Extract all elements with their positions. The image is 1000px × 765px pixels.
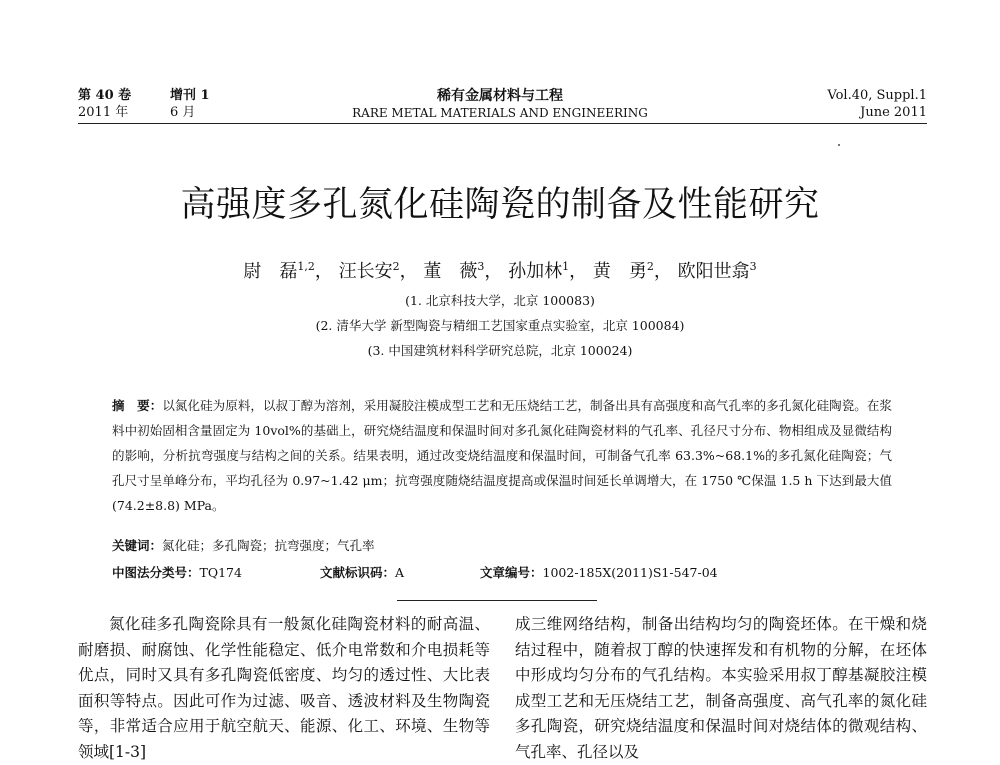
header-rule [78, 123, 927, 124]
author: 尉 磊$^{1,2}$， [243, 260, 333, 282]
month-label: 6 月 [170, 105, 196, 120]
paper-title: 高强度多孔氮化硅陶瓷的制备及性能研究 [180, 185, 820, 225]
keywords-text: 氮化硅；多孔陶瓷；抗弯强度；气孔率 [162, 538, 375, 553]
author-list [0, 255, 1000, 284]
body-column-left [78, 612, 490, 765]
volume-label: 第 40 卷 [78, 88, 132, 103]
keywords [112, 536, 375, 554]
body-paragraph: 成三维网络结构，制备出结构均匀的陶瓷坯体。在干燥和烧结过程中，随着叔丁醇的快速挥发和有机物的分解，在坯体中形成均匀分布的气孔结构。本实验采用叔丁醇基凝胶注模成型工艺和无压烧结工艺，制备高强度、高气孔率的氮化硅多孔陶瓷，研究烧结温度和保温时间对烧结体的微观结构、气孔率、孔径以及 [515, 615, 927, 761]
author: 黄 勇$^2$， [592, 260, 672, 282]
author: 欧阳世翕$^3$ [677, 260, 757, 282]
author: 董 薇$^3$， [423, 260, 503, 282]
abstract [112, 393, 892, 518]
document-code: 文献标识码：A [320, 565, 405, 580]
author: 孙加林$^1$， [508, 260, 588, 282]
year-label: 2011 年 [78, 105, 129, 120]
abstract-label: 摘 要： [112, 398, 163, 413]
abstract-text: 以氮化硅为原料，以叔丁醇为溶剂，采用凝胶注模成型工艺和无压烧结工艺，制备出具有高强度和高气孔率的多孔氮化硅陶瓷。在浆料中初始固相含量固定为 10vol%的基础上，研究烧结温度和保温时间对多孔氮化硅陶瓷材料的气孔率、孔径尺寸分布、物相组成及显微结构的影响，分析抗弯强度与结构之间的关系。结果表明，通过改变烧结温度和保温时间，可制备气孔率 63.3%~68.1%的多孔氮化硅陶瓷；气孔尺寸呈单峰分布，平均孔径为 0.97~1.42 μm；抗弯强度随烧结温度提高或保温时间延长单调增大，在 1750 ℃保温 1.5 h 下达到最大值(74.2±8.8) MPa。 [112, 398, 892, 513]
date-en: June 2011 [860, 105, 927, 120]
scan-speck [838, 144, 840, 146]
affiliation-2: (2. 清华大学 新型陶瓷与精细工艺国家重点实验室，北京 100084) [315, 318, 685, 333]
affiliation-3: (3. 中国建筑材料科学研究总院，北京 100024) [367, 343, 633, 358]
affiliation-1: (1. 北京科技大学，北京 100083) [405, 293, 595, 308]
clc-number: 中图法分类号：TQ174 [112, 565, 242, 580]
keywords-label: 关键词： [112, 538, 163, 553]
body-paragraph: 氮化硅多孔陶瓷除具有一般氮化硅陶瓷材料的耐高温、耐磨损、耐腐蚀、化学性能稳定、低介电常数和介电损耗等优点，同时又具有多孔陶瓷低密度、均匀的透过性、大比表面积等特点。因此可作为过滤、吸音、透波材料及生物陶瓷等，非常适合应用于航空航天、能源、化工、环境、生物等领域[1-3] [78, 615, 490, 761]
author: 汪长安$^2$， [338, 260, 418, 282]
journal-title-en: RARE METAL MATERIALS AND ENGINEERING [352, 106, 648, 120]
volume-en: Vol.40, Suppl.1 [827, 88, 927, 103]
journal-title-cn: 稀有金属材料与工程 [437, 88, 563, 104]
section-divider [397, 600, 597, 601]
article-number: 文章编号：1002-185X(2011)S1-547-04 [480, 565, 718, 580]
body-column-right [515, 612, 927, 765]
issue-label: 增刊 1 [170, 88, 210, 103]
